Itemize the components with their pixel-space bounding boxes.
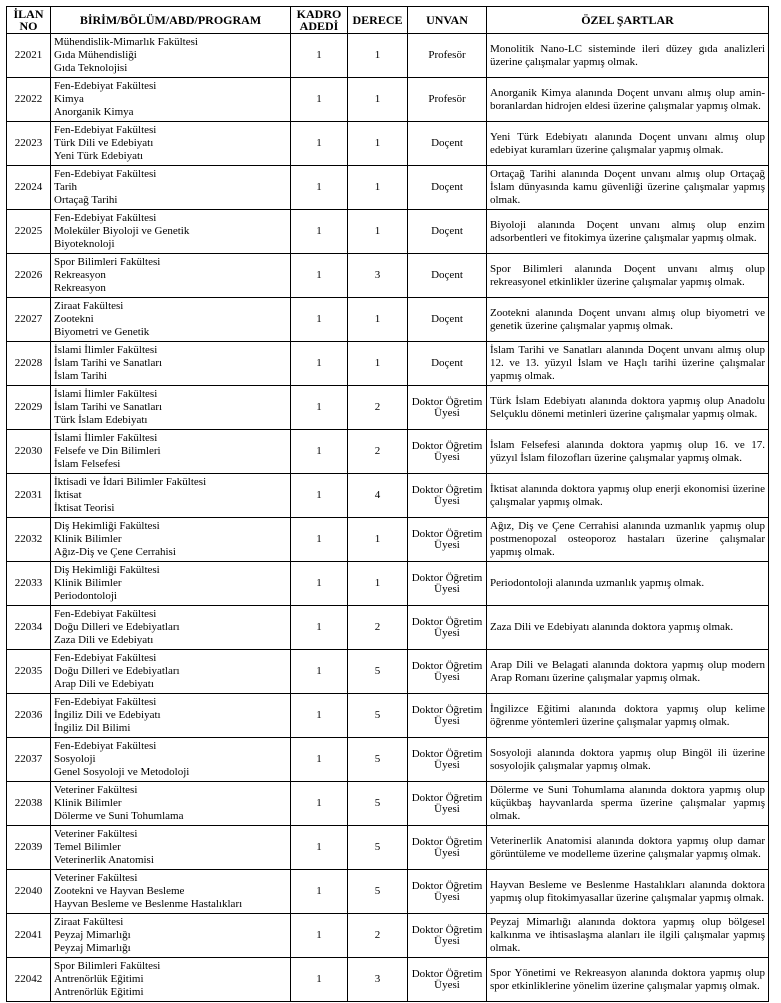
ozel-sart-cell: Ağız, Diş ve Çene Cerrahisi alanında uzmanlık yapmış olup postmenopozal osteoporoz hastaları üzerine çalışmalar yapmış olmak.: [487, 518, 769, 562]
derece-cell: 2: [348, 430, 408, 474]
header-unit: BİRİM/BÖLÜM/ABD/PROGRAM: [51, 7, 291, 34]
kadro-cell: 1: [291, 826, 348, 870]
ilan-no-cell: 22021: [7, 34, 51, 78]
ozel-sart-cell: Türk İslam Edebiyatı alanında doktora yapmış olup Anadolu Selçuklu dönemi metinleri üzerine çalışmalar yapmış olmak.: [487, 386, 769, 430]
ozel-sart-cell: Monolitik Nano-LC sisteminde ileri düzey gıda analizleri üzerine çalışmalar yapmış olmak.: [487, 34, 769, 78]
table-row: [7, 914, 769, 958]
ozel-sart-cell: Yeni Türk Edebiyatı alanında Doçent unvanı almış olup edebiyat kuramları üzerine çalışmalar yapmış olmak.: [487, 122, 769, 166]
unit-line: Biyometri ve Genetik: [54, 326, 150, 338]
header-row: [7, 7, 769, 34]
unit-line: Veteriner Fakültesi: [54, 828, 138, 840]
table-row: [7, 122, 769, 166]
kadro-cell: 1: [291, 430, 348, 474]
unvan-cell: Doktor Öğretim Üyesi: [408, 870, 487, 914]
unit-line: Türk Dili ve Edebiyatı: [54, 137, 154, 149]
unit-line: Diş Hekimliği Fakültesi: [54, 520, 160, 532]
ilan-no-cell: 22025: [7, 210, 51, 254]
unvan-cell: Doktor Öğretim Üyesi: [408, 474, 487, 518]
table-row: [7, 386, 769, 430]
derece-cell: 1: [348, 518, 408, 562]
unvan-cell: Doktor Öğretim Üyesi: [408, 738, 487, 782]
ozel-sart-cell: İngilizce Eğitimi alanında doktora yapmış olup kelime öğrenme yöntemleri üzerine çalışmalar yapmış olmak.: [487, 694, 769, 738]
kadro-cell: 1: [291, 870, 348, 914]
unvan-cell: Doçent: [408, 342, 487, 386]
unit-line: Ziraat Fakültesi: [54, 916, 124, 928]
unit-line: Moleküler Biyoloji ve Genetik: [54, 225, 190, 237]
unvan-cell: Doktor Öğretim Üyesi: [408, 826, 487, 870]
derece-cell: 5: [348, 870, 408, 914]
unvan-cell: Doçent: [408, 122, 487, 166]
unit-line: Dölerme ve Suni Tohumlama: [54, 810, 184, 822]
ilan-no-cell: 22030: [7, 430, 51, 474]
unit-cell: [51, 914, 291, 958]
unit-cell: [51, 254, 291, 298]
ozel-sart-cell: Peyzaj Mimarlığı alanında doktora yapmış olup bölgesel kalkınma ve ihtisaslaşma alanları ile ilgili çalışmalar yapmış olmak.: [487, 914, 769, 958]
unit-line: Ağız-Diş ve Çene Cerrahisi: [54, 546, 176, 558]
unit-line: İslami İlimler Fakültesi: [54, 388, 158, 400]
derece-cell: 5: [348, 738, 408, 782]
unit-cell: [51, 342, 291, 386]
ilan-no-cell: 22026: [7, 254, 51, 298]
derece-cell: 1: [348, 562, 408, 606]
unit-line: Gıda Mühendisliği: [54, 49, 137, 61]
unit-line: Doğu Dilleri ve Edebiyatları: [54, 621, 180, 633]
header-unvan: UNVAN: [408, 7, 487, 34]
unit-line: Gıda Teknolojisi: [54, 62, 128, 74]
table-row: [7, 958, 769, 1002]
ilan-no-cell: 22023: [7, 122, 51, 166]
derece-cell: 1: [348, 34, 408, 78]
ilan-no-cell: 22036: [7, 694, 51, 738]
unit-line: Biyoteknoloji: [54, 238, 115, 250]
table-row: [7, 78, 769, 122]
unit-line: Rekreasyon: [54, 269, 106, 281]
derece-cell: 2: [348, 606, 408, 650]
ilan-no-cell: 22028: [7, 342, 51, 386]
table-row: [7, 254, 769, 298]
unvan-cell: Profesör: [408, 34, 487, 78]
unit-line: Kimya: [54, 93, 84, 105]
unit-line: Hayvan Besleme ve Beslenme Hastalıkları: [54, 898, 243, 910]
unvan-cell: Doktor Öğretim Üyesi: [408, 914, 487, 958]
unit-line: Spor Bilimleri Fakültesi: [54, 960, 161, 972]
header-ozel-sartlar: ÖZEL ŞARTLAR: [487, 7, 769, 34]
unit-line: Ziraat Fakültesi: [54, 300, 124, 312]
unit-line: Antrenörlük Eğitimi: [54, 986, 144, 998]
table-row: [7, 298, 769, 342]
unit-line: Fen-Edebiyat Fakültesi: [54, 212, 157, 224]
table-row: [7, 166, 769, 210]
kadro-cell: 1: [291, 518, 348, 562]
unit-line: Peyzaj Mimarlığı: [54, 929, 131, 941]
unvan-cell: Doçent: [408, 254, 487, 298]
unvan-cell: Doçent: [408, 166, 487, 210]
derece-cell: 1: [348, 342, 408, 386]
unit-cell: [51, 870, 291, 914]
unvan-cell: Doktor Öğretim Üyesi: [408, 430, 487, 474]
ozel-sart-cell: Spor Bilimleri alanında Doçent unvanı almış olup rekreasyonel etkinlikler üzerine çalışmalar yapmış olmak.: [487, 254, 769, 298]
table-row: [7, 694, 769, 738]
kadro-cell: 1: [291, 606, 348, 650]
unit-line: Veterinerlik Anatomisi: [54, 854, 154, 866]
unit-line: Rekreasyon: [54, 282, 106, 294]
unit-line: İktisat Teorisi: [54, 502, 115, 514]
derece-cell: 2: [348, 914, 408, 958]
unit-line: Veteriner Fakültesi: [54, 784, 138, 796]
derece-cell: 4: [348, 474, 408, 518]
ilan-no-cell: 22033: [7, 562, 51, 606]
kadro-cell: 1: [291, 210, 348, 254]
unit-line: Sosyoloji: [54, 753, 96, 765]
ozel-sart-cell: Zootekni alanında Doçent unvanı almış olup biyometri ve genetik üzerine çalışmalar yapmış olmak.: [487, 298, 769, 342]
unit-line: Ortaçağ Tarihi: [54, 194, 118, 206]
unit-line: Temel Bilimler: [54, 841, 121, 853]
ilan-no-cell: 22022: [7, 78, 51, 122]
ozel-sart-cell: Periodontoloji alanında uzmanlık yapmış olmak.: [487, 562, 769, 606]
unit-cell: [51, 166, 291, 210]
unit-cell: [51, 518, 291, 562]
table-row: [7, 650, 769, 694]
unit-cell: [51, 298, 291, 342]
unit-line: Genel Sosyoloji ve Metodoloji: [54, 766, 190, 778]
unvan-cell: Doktor Öğretim Üyesi: [408, 958, 487, 1002]
table-row: [7, 562, 769, 606]
derece-cell: 5: [348, 826, 408, 870]
ilan-no-cell: 22032: [7, 518, 51, 562]
derece-cell: 5: [348, 782, 408, 826]
table-row: [7, 782, 769, 826]
derece-cell: 3: [348, 958, 408, 1002]
unit-line: İslami İlimler Fakültesi: [54, 344, 158, 356]
ozel-sart-cell: Zaza Dili ve Edebiyatı alanında doktora yapmış olmak.: [487, 606, 769, 650]
unit-line: İktisat: [54, 489, 82, 501]
table-row: [7, 518, 769, 562]
kadro-cell: 1: [291, 914, 348, 958]
unit-line: Fen-Edebiyat Fakültesi: [54, 168, 157, 180]
unit-line: Anorganik Kimya: [54, 106, 134, 118]
unit-line: İslam Tarihi: [54, 370, 108, 382]
unit-line: İslam Felsefesi: [54, 458, 121, 470]
ilan-no-cell: 22041: [7, 914, 51, 958]
unit-cell: [51, 78, 291, 122]
table-row: [7, 870, 769, 914]
unit-line: İslam Tarihi ve Sanatları: [54, 357, 163, 369]
unit-line: Fen-Edebiyat Fakültesi: [54, 608, 157, 620]
unit-cell: [51, 34, 291, 78]
ozel-sart-cell: İslam Tarihi ve Sanatları alanında Doçent unvanı almış olup 12. ve 13. yüzyıl İslam ve Haçlı tarihi üzerine çalışmalar yapmış olmak.: [487, 342, 769, 386]
unvan-cell: Doçent: [408, 298, 487, 342]
unit-line: Klinik Bilimler: [54, 533, 122, 545]
kadro-cell: 1: [291, 298, 348, 342]
kadro-cell: 1: [291, 254, 348, 298]
unit-line: Antrenörlük Eğitimi: [54, 973, 144, 985]
unit-line: İktisadi ve İdari Bilimler Fakültesi: [54, 476, 207, 488]
unvan-cell: Doktor Öğretim Üyesi: [408, 386, 487, 430]
unit-cell: [51, 562, 291, 606]
kadro-cell: 1: [291, 782, 348, 826]
unit-cell: [51, 826, 291, 870]
header-ilan-no: İLAN NO: [7, 7, 51, 34]
unit-line: İngiliz Dil Bilimi: [54, 722, 131, 734]
kadro-cell: 1: [291, 694, 348, 738]
unvan-cell: Doktor Öğretim Üyesi: [408, 694, 487, 738]
derece-cell: 1: [348, 298, 408, 342]
unit-line: Fen-Edebiyat Fakültesi: [54, 124, 157, 136]
table-row: [7, 738, 769, 782]
unvan-cell: Profesör: [408, 78, 487, 122]
unit-cell: [51, 386, 291, 430]
unit-cell: [51, 958, 291, 1002]
kadro-cell: 1: [291, 78, 348, 122]
ilan-no-cell: 22034: [7, 606, 51, 650]
unvan-cell: Doçent: [408, 210, 487, 254]
kadro-cell: 1: [291, 166, 348, 210]
ilan-no-cell: 22029: [7, 386, 51, 430]
derece-cell: 5: [348, 694, 408, 738]
ilan-no-cell: 22040: [7, 870, 51, 914]
unit-line: İslami İlimler Fakültesi: [54, 432, 158, 444]
table-row: [7, 342, 769, 386]
unit-line: Arap Dili ve Edebiyatı: [54, 678, 154, 690]
ozel-sart-cell: Ortaçağ Tarihi alanında Doçent unvanı almış olup Ortaçağ İslam dünyasında kamu güvenliği üzerine çalışmalar yapmış olmak.: [487, 166, 769, 210]
unit-line: Fen-Edebiyat Fakültesi: [54, 696, 157, 708]
ozel-sart-cell: Arap Dili ve Belagati alanında doktora yapmış olup modern Arap Romanı üzerine çalışmalar yapmış olmak.: [487, 650, 769, 694]
kadro-cell: 1: [291, 562, 348, 606]
unit-cell: [51, 474, 291, 518]
header-derece: DERECE: [348, 7, 408, 34]
unit-line: Spor Bilimleri Fakültesi: [54, 256, 161, 268]
unit-line: İslam Tarihi ve Sanatları: [54, 401, 163, 413]
unit-line: Yeni Türk Edebiyatı: [54, 150, 144, 162]
kadro-cell: 1: [291, 474, 348, 518]
unit-cell: [51, 210, 291, 254]
unit-line: İngiliz Dili ve Edebiyatı: [54, 709, 161, 721]
unit-line: Fen-Edebiyat Fakültesi: [54, 652, 157, 664]
derece-cell: 3: [348, 254, 408, 298]
unit-line: Zootekni: [54, 313, 94, 325]
unit-line: Doğu Dilleri ve Edebiyatları: [54, 665, 180, 677]
table-row: [7, 430, 769, 474]
ilan-no-cell: 22042: [7, 958, 51, 1002]
unvan-cell: Doktor Öğretim Üyesi: [408, 518, 487, 562]
unit-line: Fen-Edebiyat Fakültesi: [54, 740, 157, 752]
ilan-no-cell: 22031: [7, 474, 51, 518]
unit-cell: [51, 694, 291, 738]
kadro-cell: 1: [291, 342, 348, 386]
kadro-cell: 1: [291, 650, 348, 694]
derece-cell: 5: [348, 650, 408, 694]
kadro-cell: 1: [291, 386, 348, 430]
positions-table: [6, 6, 769, 1002]
ozel-sart-cell: Biyoloji alanında Doçent unvanı almış olup enzim adsorbentleri ve fitokimya üzerine çalışmalar yapmış olmak.: [487, 210, 769, 254]
unit-cell: [51, 430, 291, 474]
ilan-no-cell: 22035: [7, 650, 51, 694]
kadro-cell: 1: [291, 122, 348, 166]
ozel-sart-cell: Sosyoloji alanında doktora yapmış olup Bingöl ili üzerine sosyolojik çalışmalar yapmış olmak.: [487, 738, 769, 782]
ozel-sart-cell: İslam Felsefesi alanında doktora yapmış olup 16. ve 17. yüzyıl İslam filozofları üzerine çalışmalar yapmış olmak.: [487, 430, 769, 474]
header-kadro: KADRO ADEDİ: [291, 7, 348, 34]
ilan-no-cell: 22039: [7, 826, 51, 870]
ozel-sart-cell: Hayvan Besleme ve Beslenme Hastalıkları alanında doktora yapmış olup fitokimyasallar üzerine çalışmalar yapmış olmak.: [487, 870, 769, 914]
unvan-cell: Doktor Öğretim Üyesi: [408, 650, 487, 694]
unit-line: Mühendislik-Mimarlık Fakültesi: [54, 36, 198, 48]
unit-line: Zaza Dili ve Edebiyatı: [54, 634, 154, 646]
kadro-cell: 1: [291, 958, 348, 1002]
ozel-sart-cell: Veterinerlik Anatomisi alanında doktora yapmış olup damar görüntüleme ve modelleme üzerine çalışmalar yapmış olmak.: [487, 826, 769, 870]
ilan-no-cell: 22038: [7, 782, 51, 826]
unit-line: Klinik Bilimler: [54, 797, 122, 809]
kadro-cell: 1: [291, 738, 348, 782]
unit-cell: [51, 650, 291, 694]
ilan-no-cell: 22024: [7, 166, 51, 210]
unit-cell: [51, 606, 291, 650]
unit-line: Felsefe ve Din Bilimleri: [54, 445, 161, 457]
unvan-cell: Doktor Öğretim Üyesi: [408, 782, 487, 826]
derece-cell: 1: [348, 122, 408, 166]
unvan-cell: Doktor Öğretim Üyesi: [408, 606, 487, 650]
unit-line: Peyzaj Mimarlığı: [54, 942, 131, 954]
unit-cell: [51, 122, 291, 166]
ilan-no-cell: 22037: [7, 738, 51, 782]
unit-line: Diş Hekimliği Fakültesi: [54, 564, 160, 576]
ozel-sart-cell: Dölerme ve Suni Tohumlama alanında doktora yapmış olup küçükbaş hayvanlarda sperma üzerine çalışmalar yapmış olmak.: [487, 782, 769, 826]
table-row: [7, 210, 769, 254]
unit-line: Periodontoloji: [54, 590, 117, 602]
unit-line: Tarih: [54, 181, 78, 193]
table-row: [7, 826, 769, 870]
ozel-sart-cell: Anorganik Kimya alanında Doçent unvanı almış olup amin-boranlardan hidrojen eldesi üzerine çalışmalar yapmış olmak.: [487, 78, 769, 122]
table-row: [7, 606, 769, 650]
unit-cell: [51, 738, 291, 782]
table-row: [7, 34, 769, 78]
derece-cell: 2: [348, 386, 408, 430]
table-body: [7, 34, 769, 1002]
unvan-cell: Doktor Öğretim Üyesi: [408, 562, 487, 606]
ilan-no-cell: 22027: [7, 298, 51, 342]
table-row: [7, 474, 769, 518]
unit-cell: [51, 782, 291, 826]
unit-line: Veteriner Fakültesi: [54, 872, 138, 884]
unit-line: Fen-Edebiyat Fakültesi: [54, 80, 157, 92]
derece-cell: 1: [348, 210, 408, 254]
derece-cell: 1: [348, 166, 408, 210]
kadro-cell: 1: [291, 34, 348, 78]
derece-cell: 1: [348, 78, 408, 122]
ozel-sart-cell: Spor Yönetimi ve Rekreasyon alanında doktora yapmış olup spor etkinliklerine yönelim üzerine çalışmalar yapmış olmak.: [487, 958, 769, 1002]
unit-line: Zootekni ve Hayvan Besleme: [54, 885, 185, 897]
ozel-sart-cell: İktisat alanında doktora yapmış olup enerji ekonomisi üzerine çalışmalar yapmış olmak.: [487, 474, 769, 518]
unit-line: Türk İslam Edebiyatı: [54, 414, 148, 426]
unit-line: Klinik Bilimler: [54, 577, 122, 589]
